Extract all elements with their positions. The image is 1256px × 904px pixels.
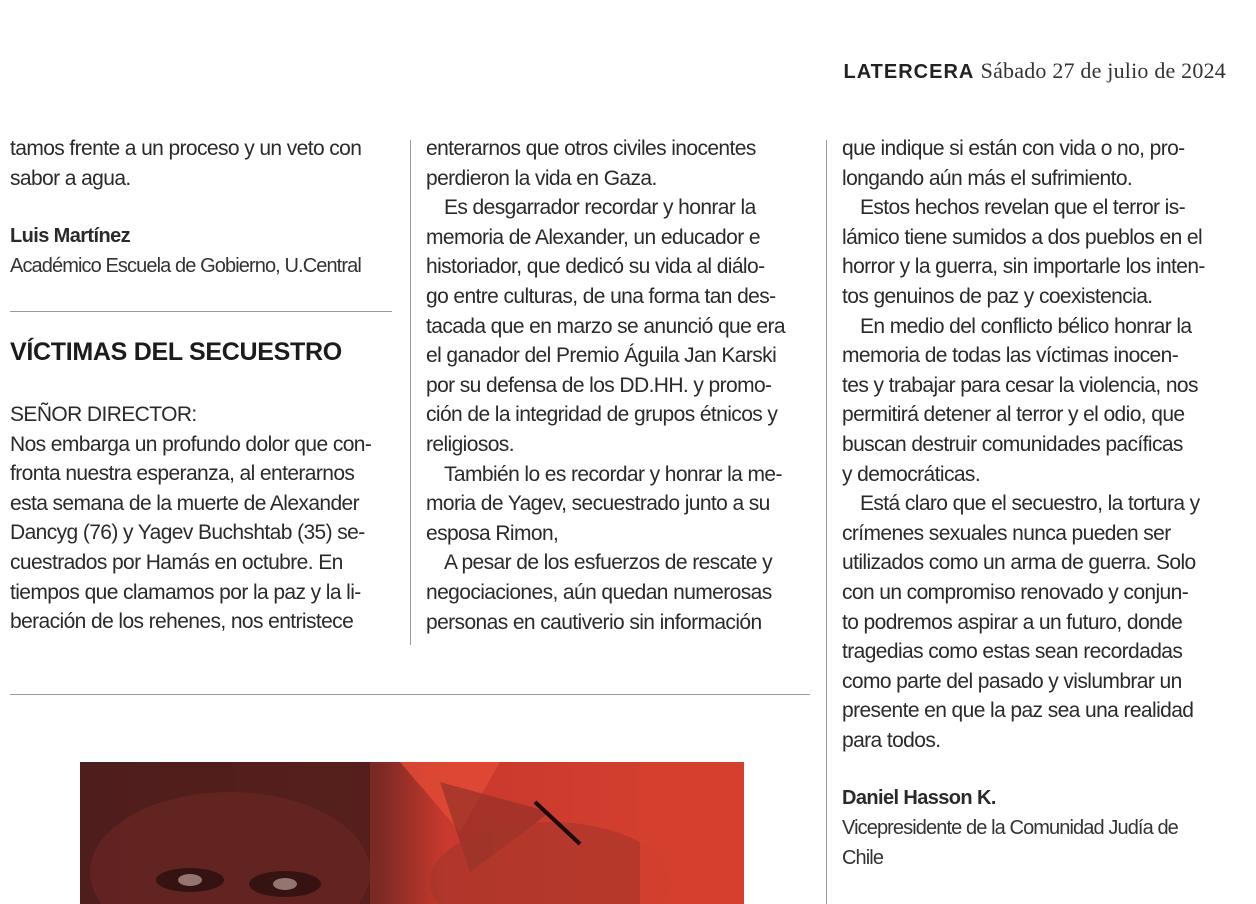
body-line: longando aún más el sufrimiento. [842, 166, 1133, 190]
body-line: lámico tiene sumidos a dos pueblos en el [842, 225, 1203, 249]
body-line: horror y la guerra, sin importarle los inten- [842, 255, 1205, 279]
body-line: presente en que la paz sea una realidad [842, 699, 1194, 723]
column-3 [842, 134, 1232, 873]
body-line: enterarnos que otros civiles inocentes [426, 137, 756, 160]
letter2-affiliation: Chile [842, 846, 884, 869]
photo-top-divider [10, 694, 810, 695]
column-divider-1 [410, 140, 411, 645]
body-line: negociaciones, aún quedan numerosas [426, 580, 772, 604]
body-line: beración de los rehenes, nos entristece [10, 610, 354, 634]
body-line: tos genuinos de paz y coexistencia. [842, 284, 1153, 308]
body-line: y democráticas. [842, 462, 981, 486]
body-line: A pesar de los esfuerzos de rescate y [444, 551, 772, 575]
body-line: En medio del conflicto bélico honrar la [860, 314, 1192, 338]
body-line: religiosos. [426, 432, 514, 456]
body-line: perdieron la vida en Gaza. [426, 166, 657, 190]
body-line: esposa Rimon, [426, 521, 559, 545]
body-line: tes y trabajar para cesar la violencia, nos [842, 373, 1198, 397]
body-line: to podremos aspirar a un futuro, donde [842, 610, 1183, 634]
letter2-author: Daniel Hasson K. [842, 787, 996, 810]
column-1-letter2 [10, 400, 394, 637]
body-line: personas en cautiverio sin información [426, 610, 762, 634]
body-line: moria de Yagev, secuestrado junto a su [426, 492, 770, 516]
letter-closing-line: tamos frente a un proceso y un veto con [10, 137, 362, 160]
body-line: crímenes sexuales nunca pueden ser [842, 521, 1171, 545]
body-line: esta semana de la muerte de Alexander [10, 491, 360, 515]
body-line: para todos. [842, 728, 941, 752]
body-line: permitirá detener al terror y el odio, que [842, 403, 1185, 427]
body-line: utilizados como un arma de guerra. Solo [842, 551, 1196, 575]
body-line: fronta nuestra esperanza, al enterarnos [10, 462, 355, 486]
column-1 [10, 134, 394, 281]
body-line: por su defensa de los DD.HH. y promo- [426, 373, 772, 397]
body-line: tiempos que clamamos por la paz y la li- [10, 580, 361, 604]
letter-closing-line: sabor a agua. [10, 166, 131, 190]
body-line: con un compromiso renovado y conjun- [842, 580, 1189, 604]
body-line: como parte del pasado y vislumbrar un [842, 669, 1182, 693]
body-line: que indique si están con vida o no, pro- [842, 137, 1185, 160]
body-line: Es desgarrador recordar y honrar la [444, 196, 756, 220]
body-line: buscan destruir comunidades pacíficas [842, 432, 1183, 456]
letter2-headline: VÍCTIMAS DEL SECUESTRO [10, 338, 342, 366]
body-line: Nos embarga un profundo dolor que con- [10, 432, 372, 456]
body-line: memoria de Alexander, un educador e [426, 225, 760, 249]
letter2-affiliation: Vicepresidente de la Comunidad Judía de [842, 817, 1178, 840]
body-line: Dancyg (76) y Yagev Buchshtab (35) se- [10, 521, 365, 545]
column-divider-2 [826, 140, 827, 904]
body-line: memoria de todas las víctimas inocen- [842, 344, 1179, 368]
body-line: También lo es recordar y honrar la me- [444, 462, 782, 486]
section-divider [10, 311, 392, 312]
illustration-graphic [80, 762, 744, 904]
body-line: tacada que en marzo se anunció que era [426, 314, 785, 338]
body-line: historiador, que dedicó su vida al diálo- [426, 255, 765, 279]
letter1-affiliation: Académico Escuela de Gobierno, U.Central [10, 254, 361, 277]
body-line: el ganador del Premio Águila Jan Karski [426, 344, 777, 368]
body-line: go entre culturas, de una forma tan des- [426, 284, 776, 308]
publication-date: Sábado 27 de julio de 2024 [980, 58, 1226, 83]
body-line: Está claro que el secuestro, la tortura y [860, 492, 1200, 516]
illustration-photo [80, 762, 744, 904]
letter1-author: Luis Martínez [10, 225, 130, 248]
body-line: Estos hechos revelan que el terror is- [860, 196, 1186, 220]
column-2 [426, 134, 812, 637]
newspaper-brand: LATERCERA [843, 61, 975, 83]
salutation: SEÑOR DIRECTOR: [10, 403, 197, 426]
body-line: ción de la integridad de grupos étnicos y [426, 403, 778, 427]
masthead [843, 58, 1226, 84]
body-line: cuestrados por Hamás en octubre. En [10, 550, 343, 574]
body-line: tragedias como estas sean recordadas [842, 640, 1183, 664]
